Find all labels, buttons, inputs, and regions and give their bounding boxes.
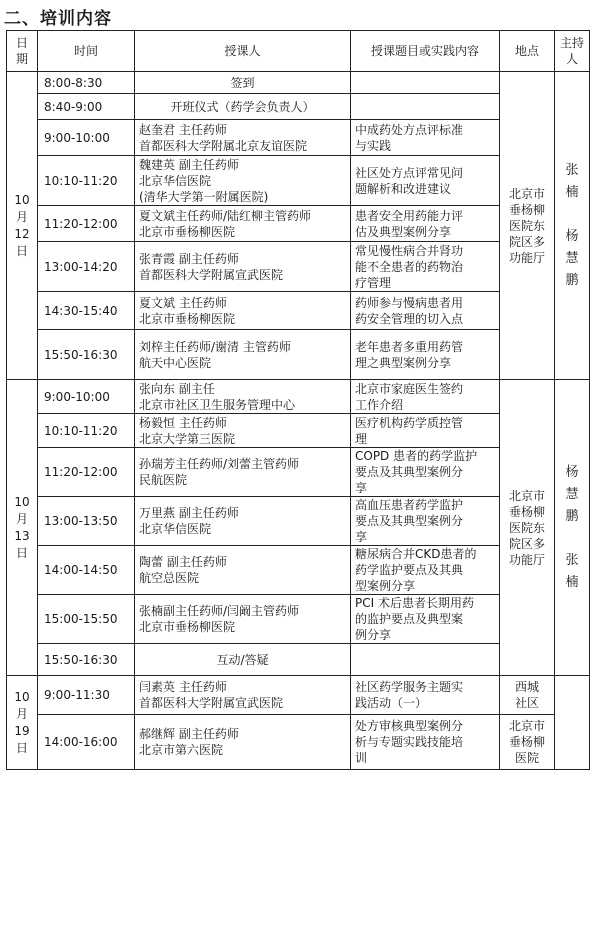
topic-cell — [351, 242, 500, 292]
host-name-char: 慧 — [565, 486, 579, 502]
table-row — [7, 72, 590, 94]
location-cell — [500, 676, 555, 715]
text-line: 北京市第六医院 — [139, 743, 224, 757]
text-line: 首都医科大学附属北京友谊医院 — [139, 138, 308, 153]
topic-cell — [351, 546, 500, 595]
time-cell: 8:40-9:00 — [38, 94, 135, 120]
text-line: 互动/答疑 — [216, 652, 269, 667]
text-line: 享 — [355, 530, 368, 544]
time-cell: 11:20-12:00 — [38, 206, 135, 242]
text-line: 张青霞 副主任药师 — [139, 251, 239, 266]
date-cell — [7, 380, 38, 676]
lecturer-cell — [135, 380, 351, 414]
text-line: 杨毅恒 主任药师 — [139, 415, 227, 430]
host-name-char: 楠 — [565, 574, 579, 590]
lecturer-cell — [135, 72, 351, 94]
lecturer-cell — [135, 156, 351, 206]
table-row — [7, 676, 590, 715]
text-line: 患者安全用药能力评 — [355, 208, 464, 223]
text-line: 郝继辉 副主任药师 — [139, 727, 239, 741]
topic-cell — [351, 206, 500, 242]
topic-cell — [351, 156, 500, 206]
time-cell: 15:50-16:30 — [38, 644, 135, 676]
section-title: 二、培训内容 — [4, 9, 112, 29]
table-row — [7, 715, 590, 770]
text-line: (清华大学第一附属医院) — [139, 189, 269, 204]
text-line: 药师参与慢病患者用 — [355, 295, 464, 310]
text-line: 析与专题实践技能培 — [355, 735, 464, 749]
text-line: 北京市 — [508, 186, 545, 201]
location-cell — [500, 715, 555, 770]
date-cell — [7, 676, 38, 770]
lecturer-cell — [135, 414, 351, 448]
text-line: 社区 — [514, 696, 539, 710]
text-line: 孙瑞芳主任药师/刘蕾主管药师 — [139, 457, 300, 471]
text-line: 航天中心医院 — [139, 355, 212, 370]
text-line: 日 — [15, 243, 28, 258]
text-line: 垂杨柳 — [508, 504, 545, 519]
host-name-char: 张 — [565, 552, 579, 568]
time-cell: 13:00-14:20 — [38, 242, 135, 292]
text-line: 社区处方点评常见问 — [355, 165, 464, 180]
text-line: 工作介绍 — [355, 397, 404, 412]
text-line: 处方审核典型案例分 — [355, 719, 464, 733]
text-line: PCI 术后患者长期用药 — [355, 596, 474, 610]
header-location: 地点 — [500, 31, 555, 72]
lecturer-cell — [135, 94, 351, 120]
text-line: 赵奎君 主任药师 — [139, 122, 227, 137]
text-line: 签到 — [230, 75, 255, 90]
text-line: 13 — [14, 528, 30, 543]
time-cell: 14:00-14:50 — [38, 546, 135, 595]
host-name-char: 鹏 — [565, 508, 579, 524]
text-line: 北京市家庭医生签约 — [355, 381, 464, 396]
lecturer-cell — [135, 242, 351, 292]
lecturer-cell — [135, 497, 351, 546]
topic-cell — [351, 292, 500, 330]
topic-cell — [351, 120, 500, 156]
location-cell — [500, 380, 555, 676]
text-line: 院区多 — [508, 536, 545, 551]
lecturer-cell — [135, 676, 351, 715]
text-line: 要点及其典型案例分 — [355, 514, 464, 528]
time-cell: 9:00-11:30 — [38, 676, 135, 715]
text-line: 老年患者多重用药管 — [355, 339, 464, 354]
text-line: 例分享 — [355, 628, 392, 642]
header-host: 主持 人 — [555, 31, 590, 72]
text-line: 常见慢性病合并肾功 — [355, 243, 464, 258]
header-time: 时间 — [38, 31, 135, 72]
text-line: 19 — [14, 723, 30, 738]
text-line: 航空总医院 — [139, 571, 200, 585]
text-line: 题解析和改进建议 — [355, 181, 452, 196]
schedule-body — [7, 72, 590, 770]
text-line: 医院东 — [508, 520, 545, 535]
lecturer-cell — [135, 330, 351, 380]
text-line: 北京市 — [508, 719, 545, 733]
text-line: 闫素英 主任药师 — [139, 680, 227, 694]
text-line: 疗管理 — [355, 275, 392, 290]
text-line: 社区药学服务主题实 — [355, 680, 464, 694]
host-cell — [555, 380, 590, 676]
text-line: 陶蕾 副主任药师 — [139, 555, 227, 569]
text-line: 10 — [14, 689, 30, 704]
text-line: 10 — [14, 192, 30, 207]
text-line: 10 — [14, 494, 30, 509]
location-cell — [500, 72, 555, 380]
text-line: 药安全管理的切入点 — [355, 311, 464, 326]
text-line: 能不全患者的药物治 — [355, 259, 464, 274]
text-line: 夏文斌 主任药师 — [139, 295, 227, 310]
text-line: 践活动（一） — [355, 696, 428, 710]
lecturer-cell — [135, 292, 351, 330]
text-line: 北京市垂杨柳医院 — [139, 311, 236, 326]
date-cell — [7, 72, 38, 380]
text-line: 民航医院 — [139, 473, 188, 487]
time-cell: 11:20-12:00 — [38, 448, 135, 497]
time-cell: 14:00-16:00 — [38, 715, 135, 770]
lecturer-cell — [135, 448, 351, 497]
topic-cell — [351, 497, 500, 546]
topic-cell — [351, 72, 500, 94]
text-line: 日 — [15, 545, 28, 560]
text-line: 医院 — [514, 751, 539, 765]
host-cell — [555, 72, 590, 380]
text-line: 的监护要点及典型案 — [355, 612, 464, 626]
text-line: 北京市 — [508, 488, 545, 503]
text-line: 中成药处方点评标准 — [355, 122, 464, 137]
text-line: 张楠副主任药师/闫阚主管药师 — [139, 604, 300, 618]
topic-cell — [351, 595, 500, 644]
host-name-char: 杨 — [565, 228, 579, 244]
host-name-char — [555, 528, 589, 550]
lecturer-cell — [135, 715, 351, 770]
host-name-char: 杨 — [565, 464, 579, 480]
time-cell: 13:00-13:50 — [38, 497, 135, 546]
text-line: 日 — [15, 740, 28, 755]
header-row — [7, 31, 590, 72]
topic-cell — [351, 448, 500, 497]
topic-cell — [351, 380, 500, 414]
lecturer-cell — [135, 595, 351, 644]
host-name-char — [555, 204, 589, 226]
host-cell — [555, 676, 590, 770]
lecturer-cell — [135, 206, 351, 242]
header-date: 日 期 — [7, 31, 38, 72]
text-line: 估及典型案例分享 — [355, 224, 452, 239]
time-cell: 10:10-11:20 — [38, 156, 135, 206]
text-line: 刘梓主任药师/谢清 主管药师 — [139, 339, 291, 354]
text-line: 首都医科大学附属宣武医院 — [139, 267, 284, 282]
text-line: 医疗机构药学质控管 — [355, 415, 464, 430]
text-line: COPD 患者的药学监护 — [355, 449, 478, 463]
text-line: 北京华信医院 — [139, 173, 212, 188]
training-schedule-table — [6, 30, 590, 770]
text-line: 万里燕 副主任药师 — [139, 506, 239, 520]
topic-cell — [351, 676, 500, 715]
time-cell: 15:50-16:30 — [38, 330, 135, 380]
host-name-char: 张 — [565, 162, 579, 178]
lecturer-cell — [135, 546, 351, 595]
text-line: 高血压患者药学监护 — [355, 498, 464, 512]
text-line: 开班仪式（药学会负责人） — [170, 99, 315, 114]
table-row — [7, 380, 590, 414]
topic-cell — [351, 414, 500, 448]
lecturer-cell — [135, 644, 351, 676]
text-line: 夏文斌主任药师/陆红柳主管药师 — [139, 208, 312, 223]
text-line: 医院东 — [508, 218, 545, 233]
text-line: 北京大学第三医院 — [139, 431, 236, 446]
text-line: 院区多 — [508, 234, 545, 249]
text-line: 训 — [355, 751, 368, 765]
text-line: 要点及其典型案例分 — [355, 465, 464, 479]
topic-cell — [351, 644, 500, 676]
text-line: 理 — [355, 431, 368, 446]
text-line: 功能厅 — [508, 250, 545, 265]
text-line: 北京市垂杨柳医院 — [139, 224, 236, 239]
text-line: 糖尿病合并CKD患者的 — [355, 547, 477, 561]
text-line: 功能厅 — [508, 552, 545, 567]
header-topic: 授课题目或实践内容 — [351, 31, 500, 72]
text-line: 月 — [15, 706, 28, 721]
text-line: 型案例分享 — [355, 579, 416, 593]
host-name-char: 鹏 — [565, 272, 579, 288]
text-line: 首都医科大学附属宣武医院 — [139, 696, 284, 710]
text-line: 药学监护要点及其典 — [355, 563, 464, 577]
text-line: 理之典型案例分享 — [355, 355, 452, 370]
time-cell: 9:00-10:00 — [38, 120, 135, 156]
time-cell: 15:00-15:50 — [38, 595, 135, 644]
text-line: 垂杨柳 — [508, 202, 545, 217]
text-line: 西城 — [514, 680, 539, 694]
topic-cell — [351, 330, 500, 380]
text-line: 北京华信医院 — [139, 522, 212, 536]
time-cell: 9:00-10:00 — [38, 380, 135, 414]
lecturer-cell — [135, 120, 351, 156]
topic-cell — [351, 715, 500, 770]
text-line: 北京市垂杨柳医院 — [139, 620, 236, 634]
text-line: 北京市社区卫生服务管理中心 — [139, 397, 296, 412]
host-name-char: 楠 — [565, 184, 579, 200]
text-line: 与实践 — [355, 138, 392, 153]
text-line: 魏建英 副主任药师 — [139, 157, 239, 172]
time-cell: 8:00-8:30 — [38, 72, 135, 94]
time-cell: 14:30-15:40 — [38, 292, 135, 330]
host-name-char: 慧 — [565, 250, 579, 266]
text-line: 垂杨柳 — [508, 735, 545, 749]
text-line: 月 — [15, 511, 28, 526]
text-line: 12 — [14, 226, 30, 241]
text-line: 张向东 副主任 — [139, 381, 215, 396]
header-lecturer: 授课人 — [135, 31, 351, 72]
text-line: 月 — [15, 209, 28, 224]
topic-cell — [351, 94, 500, 120]
time-cell: 10:10-11:20 — [38, 414, 135, 448]
text-line: 享 — [355, 481, 368, 495]
